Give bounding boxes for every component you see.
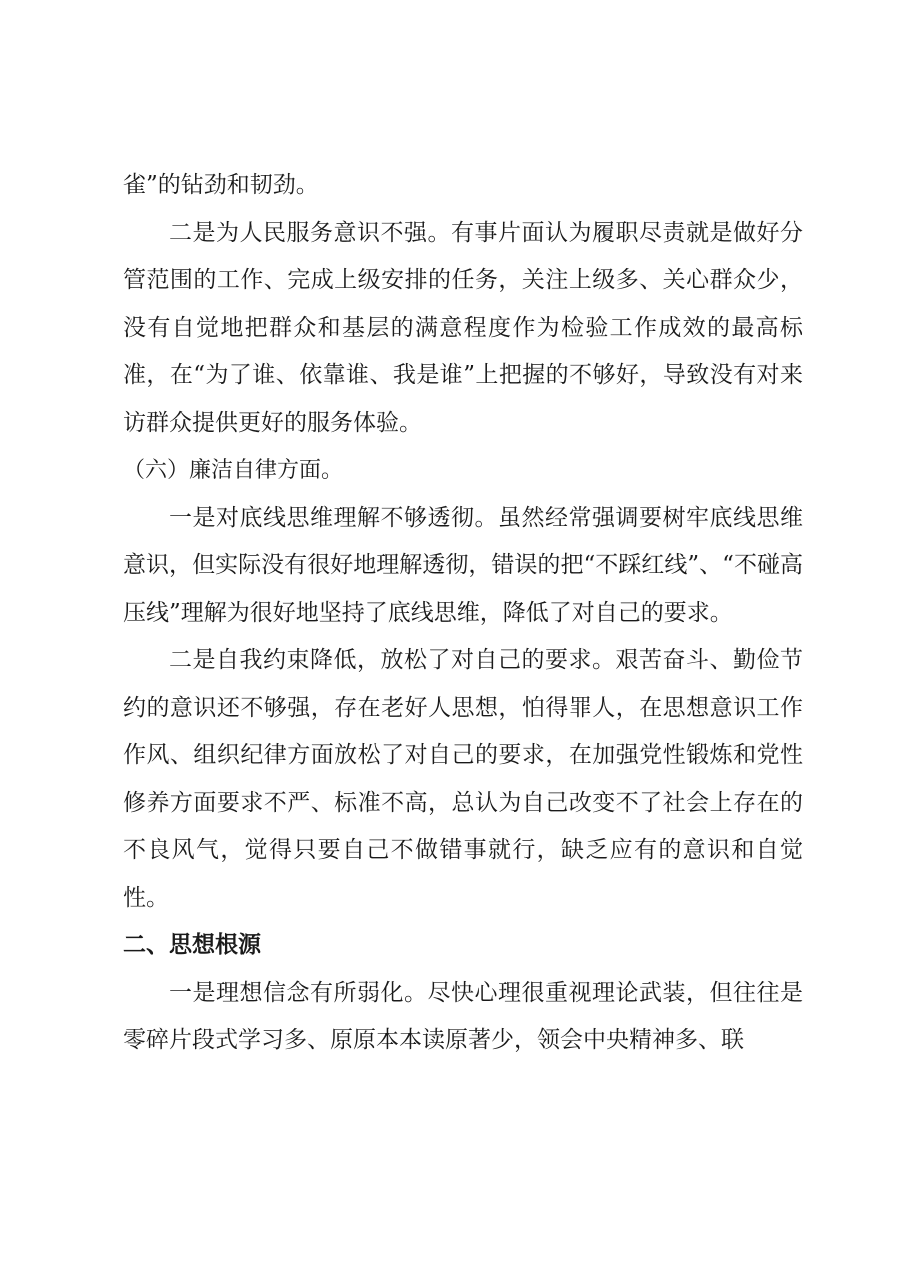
section-heading-integrity: （六）廉洁自律方面。: [123, 458, 344, 483]
paragraph-bottom-line-thinking: 一是对底线思维理解不够透彻。虽然经常强调要树牢底线思维意识，但实际没有很好地理解透彻，错误的把“不踩红线”、“不碰高压线”理解为很好地坚持了底线思维，降低了对自己的要求。: [123, 504, 803, 626]
document-body: [123, 162, 803, 1065]
paragraph-service-awareness: 二是为人民服务意识不强。有事片面认为履职尽责就是做好分管范围的工作、完成上级安排的任务，关注上级多、关心群众少，没有自觉地把群众和基层的满意程度作为检验工作成效的最高标准，在“为了谁、依靠谁、我是谁”上把握的不够好，导致没有对来访群众提供更好的服务体验。: [123, 219, 803, 436]
section-heading-ideological-roots: 二、思想根源: [123, 932, 261, 958]
paragraph-continuation: 雀”的钻劲和韧劲。: [123, 172, 319, 198]
paragraph-ideals-beliefs: 一是理想信念有所弱化。尽快心理很重视理论武装，但往往是零碎片段式学习多、原原本本读原著少，领会中央精神多、联: [123, 979, 803, 1053]
paragraph-self-discipline: 二是自我约束降低，放松了对自己的要求。艰苦奋斗、勤俭节约的意识还不够强，存在老好人思想，怕得罪人，在思想意识工作作风、组织纪律方面放松了对自己的要求，在加强党性锻炼和党性修养方面要求不严、标准不高，总认为自己改变不了社会上存在的不良风气，觉得只要自己不做错事就行，缺乏应有的意识和自觉性。: [123, 647, 803, 911]
